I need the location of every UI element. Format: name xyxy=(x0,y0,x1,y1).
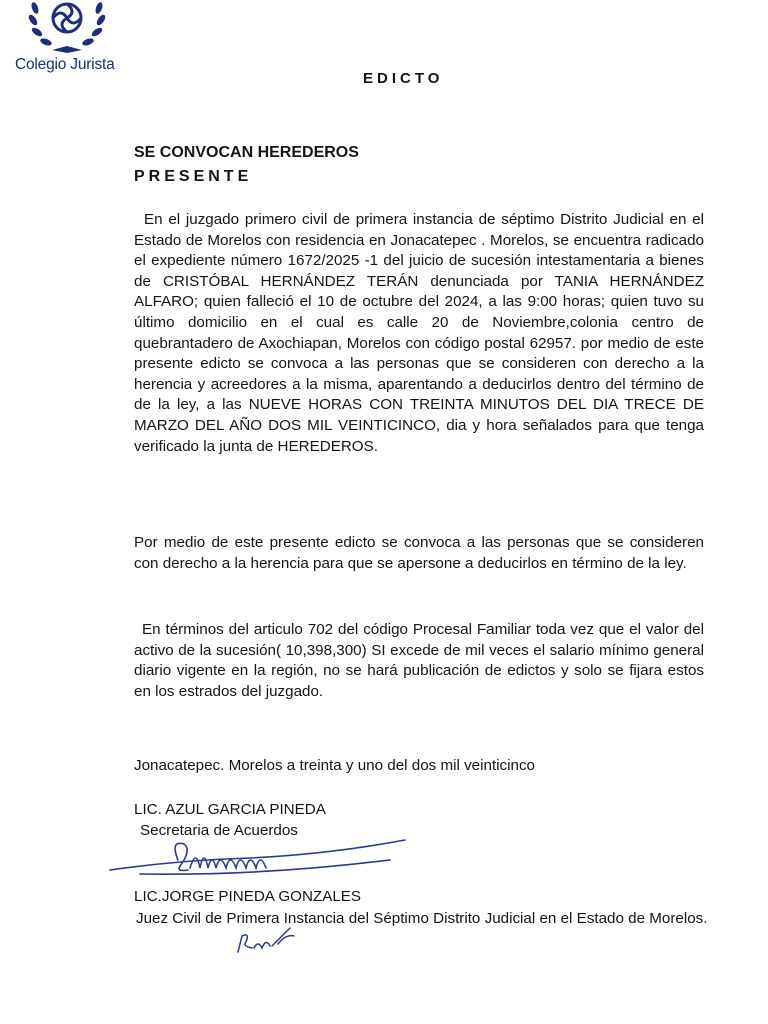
signatory-2-role: Juez Civil de Primera Instancia del Séptimo Distrito Judicial en el Estado de Morelos. xyxy=(136,910,708,927)
logo-brand-right: Jurista xyxy=(70,56,115,73)
handwritten-signature-1 xyxy=(100,830,420,882)
paragraph-main-notice: En el juzgado primero civil de primera instancia de séptimo Distrito Judicial en el Estado de Morelos con residencia en Jonacatepec . Morelos, se encuentra radicado el expediente número 1672/2025 -1 del juicio de sucesión intestamentaria a bienes de CRISTÓBAL HERNÁNDEZ TERÁN denunciada por TANIA HERNÁNDEZ ALFARO; quien falleció el 10 de octubre del 2024, a las 9:00 horas; quien tuvo su último domicilio en el cual es calle 20 de Noviembre,colonia centro de quebrantadero de Axochiapan, Morelos con código postal 62957. por medio de este presente edicto se convoca a las personas que se consideren con derecho a la herencia y acreedores a la misma, aparentando a deducirlos dentro del término de de la ley, a las NUEVE HORAS CON TREINTA MINUTOS DEL DIA TRECE DE MARZO DEL AÑO DOS MIL VEINTICINCO, dia y hora señalados para que tenga verificado la junta de HEREDEROS. xyxy=(134,211,704,455)
paragraph-convocation: Por medio de este presente edicto se convoca a las personas que se consideren con derecho a la herencia para que se apersone a deducirlos en término de la ley. xyxy=(134,534,704,572)
document-title: EDICTO xyxy=(363,70,444,87)
signatory-1-role: Secretaria de Acuerdos xyxy=(140,822,298,839)
heading-presente: PRESENTE xyxy=(134,168,253,185)
logo xyxy=(6,0,124,84)
handwritten-initials xyxy=(232,922,302,958)
paragraph-legal-terms: En términos del articulo 702 del código Procesal Familiar toda vez que el valor del activo de la sucesión( 10,398,300) SI excede de mil veces el salario mínimo general diario vigente en la región, no se hará publicación de edictos y solo se fijara estos en los estrados del juzgado. xyxy=(134,621,704,700)
logo-brand-left: Colegio xyxy=(15,56,67,73)
signatory-1-name: LIC. AZUL GARCIA PINEDA xyxy=(134,801,326,818)
laurel-wreath-flower-icon xyxy=(22,0,112,58)
logo-text xyxy=(15,56,115,74)
heading-convocation: SE CONVOCAN HEREDEROS xyxy=(134,144,359,161)
closing-place-date: Jonacatepec. Morelos a treinta y uno del dos mil veinticinco xyxy=(134,757,535,774)
signatory-2-name: LIC.JORGE PINEDA GONZALES xyxy=(134,888,362,905)
